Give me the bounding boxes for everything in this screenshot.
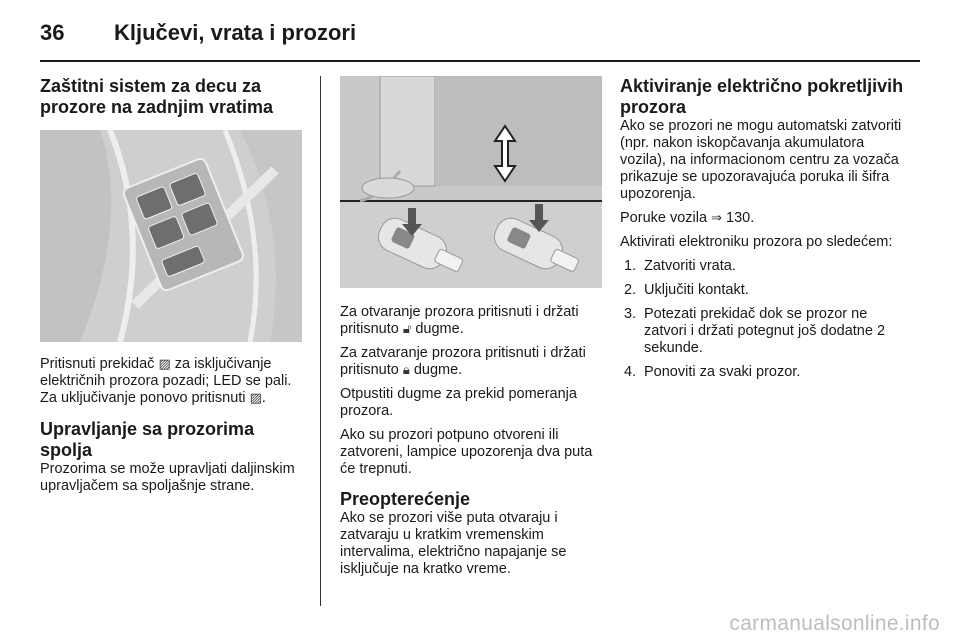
- section-heading-remote: Upravljanje sa prozorima spolja: [40, 419, 255, 460]
- paragraph-open: Za otvaranje prozora pritisnuti i držati pritisnuto 🔓︎ dugme.: [340, 304, 579, 337]
- page-header: [40, 18, 920, 64]
- paragraph-activation-steps-intro: Aktivirati elektroniku prozora po sledećem:: [620, 234, 893, 250]
- child-lock-switch-icon: ▨: [249, 391, 262, 406]
- page-reference[interactable]: 130: [726, 210, 751, 226]
- paragraph-release: Otpustiti dugme za prekid pomeranja prozora.: [340, 386, 577, 419]
- column-middle: [340, 76, 602, 585]
- header-divider: [40, 60, 920, 62]
- page-reference-arrow-icon: ⇒: [711, 211, 722, 226]
- column-left: [40, 76, 305, 502]
- paragraph-warning: Ako su prozori potpuno otvoreni ili zatvoreni, lampice upozorenja dva puta će trepnuti.: [340, 427, 593, 477]
- list-item: 2. Uključiti kontakt.: [624, 282, 749, 298]
- remote-key-image: [340, 76, 602, 288]
- paragraph-vehicle-messages: Poruke vozila ⇒ 130.: [620, 210, 755, 226]
- child-lock-switch-icon: ▨: [158, 357, 171, 372]
- list-item: 1. Zatvoriti vrata.: [624, 258, 736, 274]
- section-heading-child-lock: Zaštitni sistem za decu za prozore na zadnjim vratima: [40, 76, 274, 117]
- list-item: 4. Ponoviti za svaki prozor.: [624, 364, 801, 380]
- door-switch-illustration: [40, 130, 302, 342]
- paragraph-child-lock: Pritisnuti prekidač ▨ za isključivanje električnih prozora pozadi; LED se pali. Za uključivanje ponovo pritisnuti ▨.: [40, 356, 292, 406]
- remote-lock-icon: 🔒︎: [402, 363, 410, 378]
- watermark: carmanualsonline.info: [729, 612, 940, 635]
- column-right: [620, 76, 910, 388]
- paragraph-close: Za zatvaranje prozora pritisnuti i držati pritisnuto 🔒︎ dugme.: [340, 345, 586, 378]
- section-heading-activation: Aktiviranje električno pokretljivih prozora: [620, 76, 904, 117]
- section-heading-overload: Preopterećenje: [340, 489, 471, 509]
- remote-unlock-icon: 🔓︎: [402, 322, 412, 337]
- remote-key-illustration: [340, 76, 602, 288]
- page-number: 36: [40, 20, 65, 45]
- paragraph-remote: Prozorima se može upravljati daljinskim upravljačem sa spoljašnje strane.: [40, 461, 295, 494]
- activation-steps-list: [620, 258, 910, 381]
- page-title: Ključevi, vrata i prozori: [114, 20, 357, 45]
- paragraph-overload: Ako se prozori više puta otvaraju i zatvaraju u kratkim vremenskim intervalima, električno napajanje se isključuje na kratko vreme.: [340, 510, 567, 577]
- door-panel-image: [40, 130, 302, 342]
- column-divider-1: [320, 76, 321, 606]
- paragraph-activation-intro: Ako se prozori ne mogu automatski zatvoriti (npr. nakon iskopčavanja akumulatora vozila), na informacionom centru za vozača prikazuje se upozoravajuća poruka ili šifra upozorenja.: [620, 118, 902, 202]
- list-item: 3. Potezati prekidač dok se prozor ne zatvori i držati potegnut još dodatne 2 sekunde.: [624, 306, 886, 356]
